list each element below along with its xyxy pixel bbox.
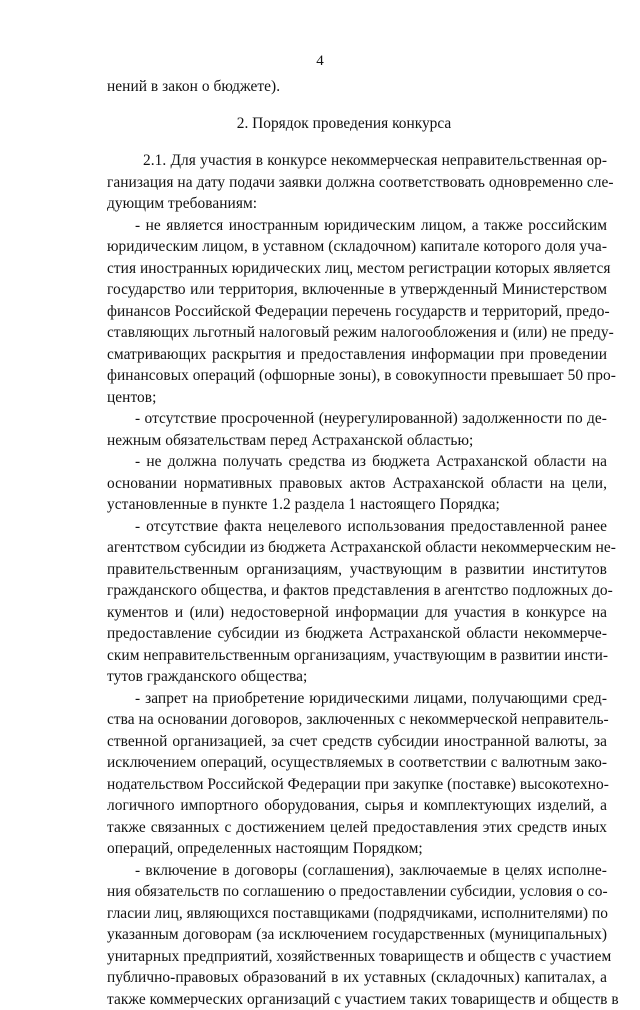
text-line: - не является иностранным юридическим лицом, а также российским [107,215,607,237]
text-line: ским неправительственным организациям, участвующим в развитии инсти- [107,645,607,667]
intro-line: нений в закон о бюджете). [107,76,607,98]
text-line: указанным договорам (за исключением государственных (муниципальных) [107,924,607,946]
text-line: ства на основании договоров, заключенных с некоммерческой неправитель- [107,709,607,731]
text-line: ганизация на дату подачи заявки должна соответствовать одновременно сле- [107,172,607,194]
text-line: публично-правовых образований в их уставных (складочных) капиталах, а [107,967,607,989]
text-line: предоставление субсидии из бюджета Астраханской области некоммерче- [107,623,607,645]
text-line: 2.1. Для участия в конкурсе некоммерческая неправительственная ор- [107,150,607,172]
text-line: стия иностранных юридических лиц, местом регистрации которых является [107,258,607,280]
text-line: ственной организацией, за счет средств субсидии иностранной валюты, за [107,731,607,753]
text-line: нежным обязательствам перед Астраханской областью; [107,430,607,452]
text-line: операций, определенных настоящим Порядком; [107,838,607,860]
text-line: тутов гражданского общества; [107,666,607,688]
scan-artifact-dot [512,878,514,880]
text-line: установленные в пункте 1.2 раздела 1 настоящего Порядка; [107,494,607,516]
text-line: ния обязательств по соглашению о предоставлении субсидии, условия о со- [107,881,607,903]
text-line: логичного импортного оборудования, сырья и комплектующих изделий, а [107,795,607,817]
page-number: 4 [0,53,640,70]
text-line: - отсутствие факта нецелевого использования предоставленной ранее [107,516,607,538]
text-line: основании нормативных правовых актов Астраханской области на цели, [107,473,607,495]
text-line: исключением операций, осуществляемых в соответствии с валютным зако- [107,752,607,774]
text-line: дующим требованиям: [107,193,607,215]
section-heading: 2. Порядок проведения конкурса [0,115,640,133]
text-line: сматривающих раскрытия и предоставления информации при проведении [107,344,607,366]
text-line: правительственным организациям, участвующим в развитии институтов [107,559,607,581]
text-line: центов; [107,387,607,409]
text-line: государство или территория, включенные в утвержденный Министерством [107,279,607,301]
text-line: также связанных с достижением целей предоставления этих средств иных [107,817,607,839]
text-line: кументов и (или) недостоверной информации для участия в конкурсе на [107,602,607,624]
text-line: - не должна получать средства из бюджета Астраханской области на [107,451,607,473]
text-line: финансовых операций (офшорные зоны), в совокупности превышает 50 про- [107,365,607,387]
text-line: гражданского общества, и фактов представления в агентство подложных до- [107,580,607,602]
text-line: юридическим лицом, в уставном (складочном) капитале которого доля уча- [107,236,607,258]
body-text [107,150,607,1010]
text-line: - запрет на приобретение юридическими лицами, получающими сред- [107,688,607,710]
text-line: агентством субсидии из бюджета Астраханской области некоммерческим не- [107,537,607,559]
text-line: ставляющих льготный налоговый режим налогообложения и (или) не преду- [107,322,607,344]
text-line: также коммерческих организаций с участием таких товариществ и обществ в [107,989,607,1010]
text-line: унитарных предприятий, хозяйственных товариществ и обществ с участием [107,946,607,968]
text-line: финансов Российской Федерации перечень государств и территорий, предо- [107,301,607,323]
intro-paragraph-tail [107,76,607,98]
text-line: нодательством Российской Федерации при закупке (поставке) высокотехно- [107,774,607,796]
text-line: гласии лиц, являющихся поставщиками (подрядчиками, исполнителями) по [107,903,607,925]
text-line: - включение в договоры (соглашения), заключаемые в целях исполне- [107,860,607,882]
text-line: - отсутствие просроченной (неурегулированной) задолженности по де- [107,408,607,430]
